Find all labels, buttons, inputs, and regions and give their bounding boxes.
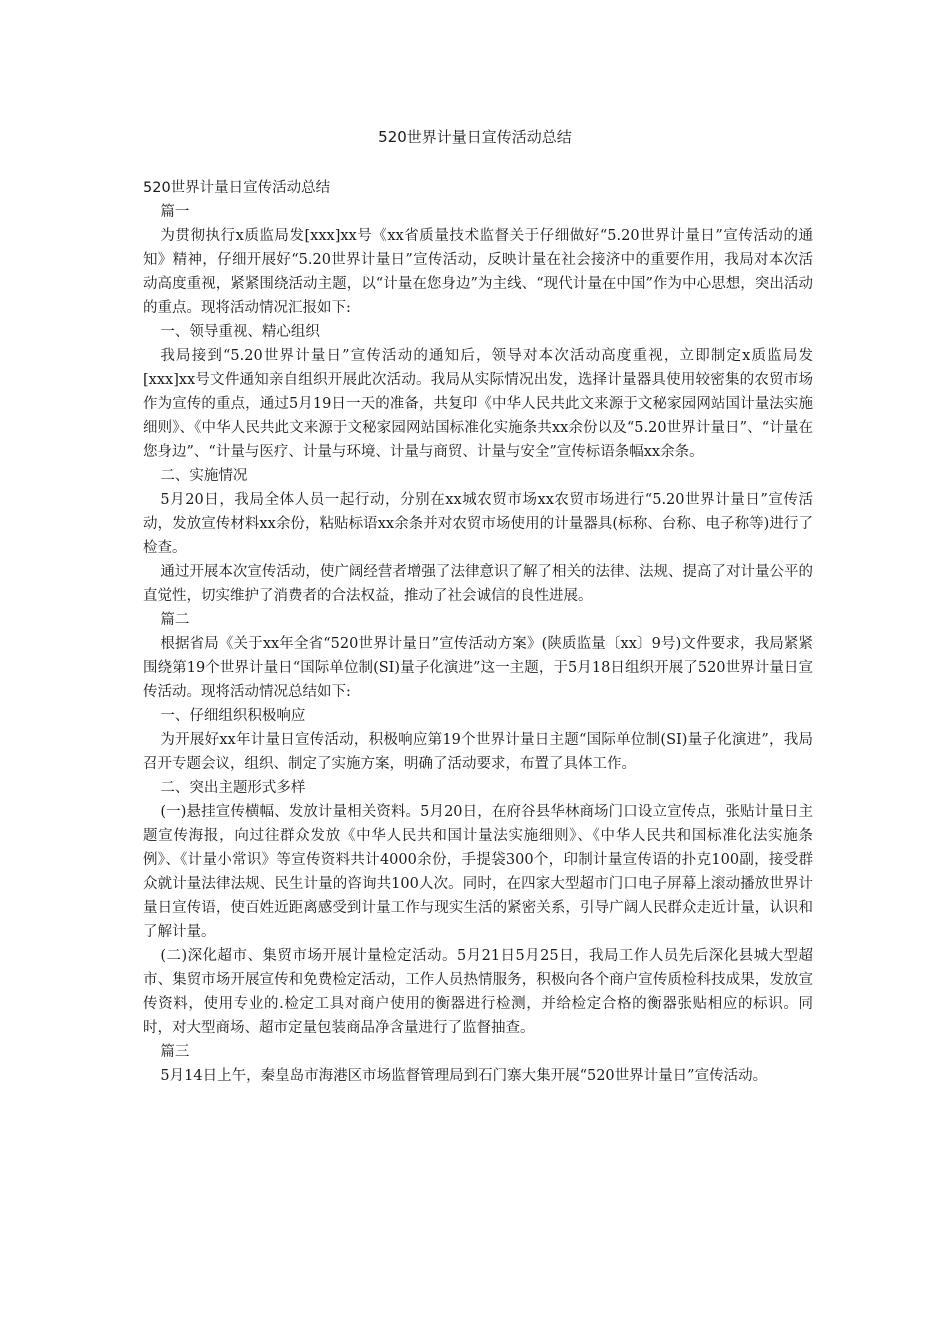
paragraph: (二)深化超市、集贸市场开展计量检定活动。5月21日5月25日，我局工作人员先后深化县城大型超市、集贸市场开展宣传和免费检定活动，工作人员热情服务，积极向各个商户宣传质检科技成果，发放宣传资料，使用专业的.检定工具对商户使用的衡器进行检测，并给检定合格的衡器张贴相应的标识。同时，对大型商场、超市定量包装商品净含量进行了监督抽查。 xyxy=(143,948,813,1036)
paragraph: (一)悬挂宣传横幅、发放计量相关资料。5月20日，在府谷县华林商场门口设立宣传点，张贴计量日主题宣传海报，向过往群众发放《中华人民共和国计量法实施细则》、《中华人民共和国标准化法实施条例》、《计量小常识》等宣传资料共计4000余份，手提袋300个，印制计量宣传语的扑克100副，接受群众就计量法律法规、民生计量的咨询共100人次。同时，在四家大型超市门口电子屏幕上滚动播放世界计量日宣传语，使百姓近距离感受到计量工作与现实生活的紧密关系，引导广阔人民群众走近计量，认识和了解计量。 xyxy=(143,804,813,940)
subheading: 二、突出主题形式多样 xyxy=(160,780,306,796)
subheading: 一、仔细组织积极响应 xyxy=(160,708,306,724)
document-title: 520世界计量日宣传活动总结 xyxy=(378,128,572,146)
paragraph: 通过开展本次宣传活动，使广阔经营者增强了法律意识了解了相关的法律、法规、提高了对计量公平的直觉性，切实维护了消费者的合法权益，推动了社会诚信的良性进展。 xyxy=(143,564,813,604)
section-heading: 篇一 xyxy=(160,204,190,220)
paragraph: 5月20日，我局全体人员一起行动，分别在xx城农贸市场xx农贸市场进行“5.20世界计量日”宣传活动，发放宣传材料xx余份，粘贴标语xx余条并对农贸市场使用的计量器具(标称、台称、电子称等)进行了检查。 xyxy=(143,492,813,556)
paragraph: 根据省局《关于xx年全省“520世界计量日”宣传活动方案》(陕质监量〔xx〕9号)文件要求，我局紧紧围绕第19个世界计量日“国际单位制(SI)量子化演进”这一主题，于5月18日组织开展了520世界计量日宣传活动。现将活动情况总结如下: xyxy=(143,636,813,700)
document-subtitle: 520世界计量日宣传活动总结 xyxy=(143,180,331,196)
section-heading: 篇三 xyxy=(160,1044,190,1060)
subheading: 二、实施情况 xyxy=(160,468,248,484)
document-body xyxy=(143,176,813,1088)
subheading: 一、领导重视、精心组织 xyxy=(160,324,320,340)
paragraph: 为开展好xx年计量日宣传活动，积极响应第19个世界计量日主题“国际单位制(SI)量子化演进”，我局召开专题会议，组织、制定了实施方案，明确了活动要求，布置了具体工作。 xyxy=(143,732,813,772)
paragraph: 为贯彻执行x质监局发[xxx]xx号《xx省质量技术监督关于仔细做好“5.20世界计量日”宣传活动的通知》精神，仔细开展好“5.20世界计量日”宣传活动，反映计量在社会接济中的重要作用，我局对本次活动高度重视，紧紧围绕活动主题，以“计量在您身边”为主线、“现代计量在中国”作为中心思想，突出活动的重点。现将活动情况汇报如下: xyxy=(143,228,813,316)
paragraph: 5月14日上午，秦皇岛市海港区市场监督管理局到石门寨大集开展“520世界计量日”宣传活动。 xyxy=(160,1068,768,1084)
section-heading: 篇二 xyxy=(160,612,190,628)
paragraph: 我局接到“5.20世界计量日”宣传活动的通知后，领导对本次活动高度重视，立即制定x质监局发[xxx]xx号文件通知亲自组织开展此次活动。我局从实际情况出发，选择计量器具使用较密集的农贸市场作为宣传的重点，通过5月19日一天的准备，共复印《中华人民共此文来源于文秘家园网站国计量法实施细则》、《中华人民共此文来源于文秘家园网站国标准化实施条共xx余份以及“5.20世界计量日”、“计量在您身边”、“计量与医疗、计量与环境、计量与商贸、计量与安全”宣传标语条幅xx余条。 xyxy=(143,348,813,460)
